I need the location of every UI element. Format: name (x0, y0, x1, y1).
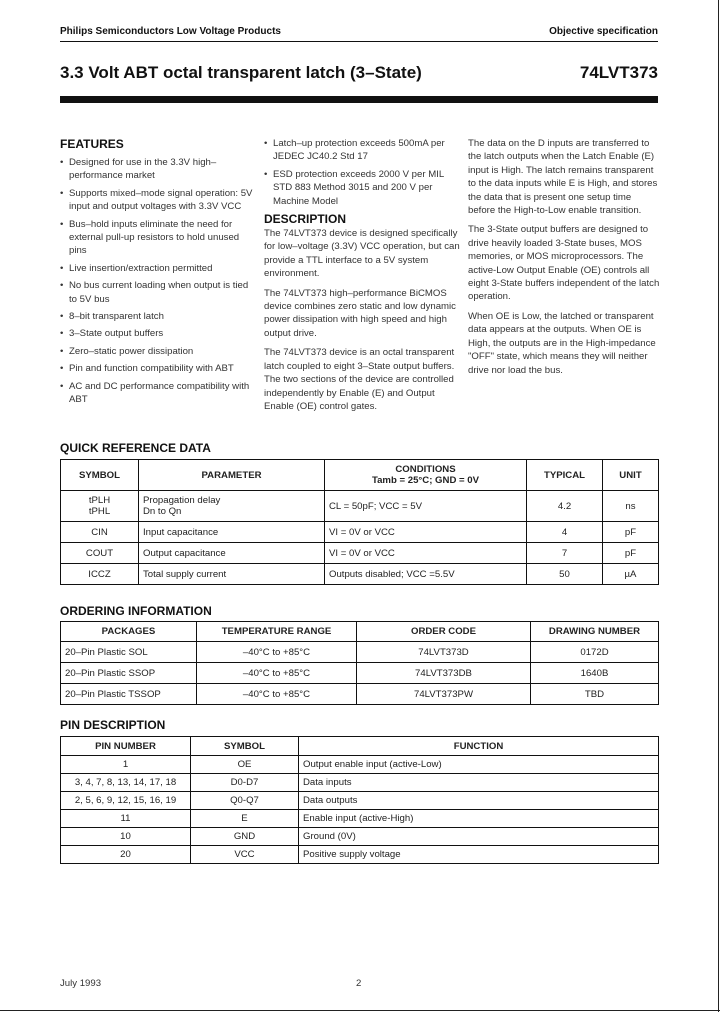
feature-item: • No bus current loading when output is tied to 5V bus (60, 280, 249, 305)
features-column (60, 137, 255, 411)
pin-function-cell: Data outputs (299, 792, 659, 810)
doc-status: Objective specification (549, 26, 658, 37)
typical-cell: 4 (527, 522, 603, 543)
table-header-row (61, 737, 659, 756)
description-paragraph: The 74LVT373 device is an octal transparent latch coupled to eight 3–State output buffers. The two sections of the device are controlled independently by Enable (E) and Output Enable (OE) control gates. (264, 347, 455, 412)
pin-number-cell: 3, 4, 7, 8, 13, 14, 17, 18 (61, 774, 191, 792)
pin-description-table (60, 736, 659, 864)
pin-function-cell: Output enable input (active-Low) (299, 756, 659, 774)
drawing-number-cell: 0172D (531, 642, 659, 663)
footer-page-number: 2 (356, 978, 362, 989)
package-cell: 20–Pin Plastic SOL (61, 642, 197, 663)
company-header: Philips Semiconductors Low Voltage Products (60, 26, 281, 37)
table-row (61, 828, 659, 846)
drawing-number-cell: 1640B (531, 663, 659, 684)
quick-ref-heading: QUICK REFERENCE DATA (60, 441, 211, 455)
description-paragraph: The 74LVT373 device is designed specifically for low–voltage (3.3V) VCC operation, but can provide a TTL interface to a 5V system environment. (264, 228, 460, 280)
table-row (61, 564, 659, 585)
pin-number-cell: 2, 5, 6, 9, 12, 15, 16, 19 (61, 792, 191, 810)
feature-item: • 8–bit transparent latch (60, 311, 164, 323)
pin-symbol-cell: OE (191, 756, 299, 774)
temperature-cell: –40°C to +85°C (197, 663, 357, 684)
title-rule (60, 96, 658, 103)
footer-date: July 1993 (60, 978, 102, 989)
symbol-cell: tPLH tPHL (61, 491, 139, 522)
table-row (61, 810, 659, 828)
temperature-cell: –40°C to +85°C (197, 684, 357, 705)
features-list-continued (264, 137, 460, 208)
features-heading: FEATURES (60, 137, 124, 151)
package-cell: 20–Pin Plastic TSSOP (61, 684, 197, 705)
description-heading: DESCRIPTION (264, 212, 347, 227)
pin-number-cell: 1 (61, 756, 191, 774)
col-symbol: SYMBOL (61, 460, 139, 491)
col-conditions: CONDITIONS Tamb = 25°C; GND = 0V (325, 460, 527, 491)
page-border-right (718, 0, 719, 1012)
table-row (61, 792, 659, 810)
pin-symbol-cell: GND (191, 828, 299, 846)
feature-item: • Supports mixed–mode signal operation: 5V input and output voltages with 3.3V VCC (60, 187, 253, 213)
feature-item: • Designed for use in the 3.3V high–performance market (60, 157, 217, 182)
symbol-cell: COUT (61, 543, 139, 564)
quick-ref-table (60, 459, 659, 585)
table-row (61, 774, 659, 792)
col-parameter: PARAMETER (139, 460, 325, 491)
col-packages: PACKAGES (61, 622, 197, 642)
parameter-cell: Output capacitance (139, 543, 325, 564)
table-header-row (61, 460, 659, 491)
symbol-cell: ICCZ (61, 564, 139, 585)
table-row (61, 491, 659, 522)
feature-item: • Live insertion/extraction permitted (60, 262, 213, 274)
description-column (264, 137, 460, 419)
drawing-number-cell: TBD (531, 684, 659, 705)
pin-function-cell: Enable input (active-High) (299, 810, 659, 828)
parameter-cell: Total supply current (139, 564, 325, 585)
package-cell: 20–Pin Plastic SSOP (61, 663, 197, 684)
doc-title: 3.3 Volt ABT octal transparent latch (3–State) (60, 63, 422, 82)
description-paragraph: When OE is Low, the latched or transparent data appears at the outputs. When OE is High, the outputs are in the High-impedance "OFF" state, which means they will neither drive nor load the bus. (468, 310, 656, 376)
feature-item: • Bus–hold inputs eliminate the need for external pull-up resistors to hold unused pins (60, 218, 240, 257)
table-header-row (61, 622, 659, 642)
typical-cell: 7 (527, 543, 603, 564)
table-row (61, 684, 659, 705)
ordering-heading: ORDERING INFORMATION (60, 604, 212, 618)
table-row (61, 663, 659, 684)
description-paragraph: The 3-State output buffers are designed to drive heavily loaded 3-State buses, MOS memories, or MOS microprocessors. The active-Low Output Enable (OE) controls all eight 3-State buffers independent of the latch operation. (468, 224, 660, 303)
col-function: FUNCTION (299, 737, 659, 756)
typical-cell: 50 (527, 564, 603, 585)
parameter-cell: Input capacitance (139, 522, 325, 543)
col-typical: TYPICAL (527, 460, 603, 491)
conditions-cell: VI = 0V or VCC (325, 522, 527, 543)
unit-cell: ns (603, 491, 659, 522)
features-list (60, 156, 255, 407)
conditions-cell: VI = 0V or VCC (325, 543, 527, 564)
unit-cell: pF (603, 543, 659, 564)
symbol-cell: CIN (61, 522, 139, 543)
pin-symbol-cell: Q0-Q7 (191, 792, 299, 810)
description-paragraph: The 74LVT373 high–performance BiCMOS device combines zero static and low dynamic power dissipation with high speed and high output drive. (264, 287, 456, 339)
unit-cell: pF (603, 522, 659, 543)
pin-symbol-cell: VCC (191, 846, 299, 864)
description-paragraph: The data on the D inputs are transferred to the latch outputs when the Latch Enable (E) input is High. The latch remains transparent to the data inputs while E is High, and stores the data that is present one setup time before the High-to-Low enable transition. (468, 138, 658, 217)
pin-function-cell: Ground (0V) (299, 828, 659, 846)
table-row (61, 756, 659, 774)
conditions-cell: Outputs disabled; VCC =5.5V (325, 564, 527, 585)
pin-function-cell: Data inputs (299, 774, 659, 792)
part-number: 74LVT373 (579, 63, 658, 82)
feature-item: • AC and DC performance compatibility with ABT (60, 380, 250, 406)
order-code-cell: 74LVT373DB (357, 663, 531, 684)
col-temperature: TEMPERATURE RANGE (197, 622, 357, 642)
order-code-cell: 74LVT373PW (357, 684, 531, 705)
pin-number-cell: 10 (61, 828, 191, 846)
conditions-cell: CL = 50pF; VCC = 5V (325, 491, 527, 522)
pin-symbol-cell: E (191, 810, 299, 828)
feature-item: • Zero–static power dissipation (60, 345, 194, 357)
feature-item: • ESD protection exceeds 2000 V per MIL STD 883 Method 3015 and 200 V per Machine Model (264, 168, 444, 207)
pin-number-cell: 20 (61, 846, 191, 864)
order-code-cell: 74LVT373D (357, 642, 531, 663)
temperature-cell: –40°C to +85°C (197, 642, 357, 663)
table-row (61, 543, 659, 564)
feature-item: • 3–State output buffers (60, 328, 164, 340)
pin-symbol-cell: D0-D7 (191, 774, 299, 792)
col-symbol: SYMBOL (191, 737, 299, 756)
pin-function-cell: Positive supply voltage (299, 846, 659, 864)
col-order-code: ORDER CODE (357, 622, 531, 642)
header-rule (60, 41, 658, 42)
table-row (61, 642, 659, 663)
col-pin-number: PIN NUMBER (61, 737, 191, 756)
unit-cell: µA (603, 564, 659, 585)
table-row (61, 522, 659, 543)
col-drawing-number: DRAWING NUMBER (531, 622, 659, 642)
table-row (61, 846, 659, 864)
feature-item: • Pin and function compatibility with ABT (60, 363, 234, 375)
ordering-table (60, 621, 659, 705)
typical-cell: 4.2 (527, 491, 603, 522)
pin-number-cell: 11 (61, 810, 191, 828)
pin-description-heading: PIN DESCRIPTION (60, 718, 166, 732)
feature-item: • Latch–up protection exceeds 500mA per JEDEC JC40.2 Std 17 (264, 138, 445, 163)
description-column-continued (468, 137, 660, 383)
page-border-bottom (0, 1010, 720, 1011)
col-unit: UNIT (603, 460, 659, 491)
parameter-cell: Propagation delay Dn to Qn (139, 491, 325, 522)
